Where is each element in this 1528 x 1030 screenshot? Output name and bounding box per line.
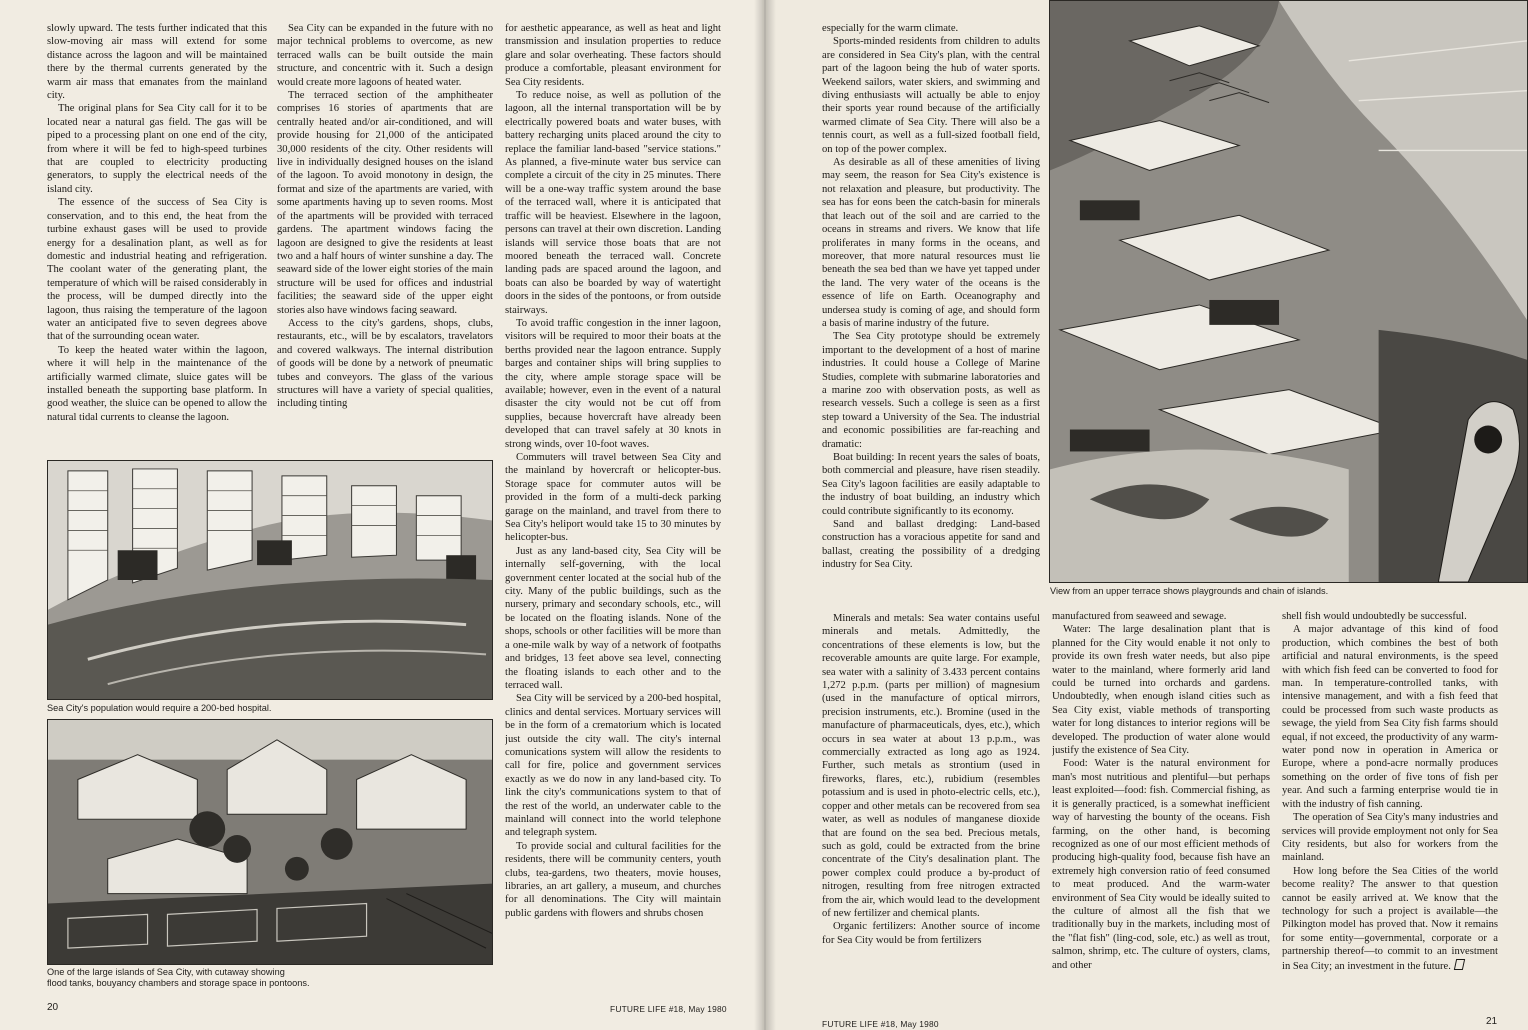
- paragraph: Commuters will travel between Sea City and the mainland by hovercraft or helicopter-bus. Storage space for commuter autos will be provided in the form of a multi-deck parking garage on the mainland, and travel from there to Sea City's heliport would take 15 to 30 minutes by helicopter-bus.: [505, 452, 721, 544]
- caption-hospital: Sea City's population would require a 200-bed hospital.: [47, 703, 272, 713]
- caption-line: One of the large islands of Sea City, with cutaway showing: [47, 967, 285, 977]
- paragraph: A major advantage of this kind of food production, which combines the best of both artificial and natural environments, is the speed with which fish feed can be converted to food for man. In temperature-controlled tanks, with intensive management, and with a fish feed that could be processed from such waste products as sewage, the yield from Sea City fish farms should equal, if not exceed, the productivity of any warm-water pond now in operation in America or Europe, where a pond-acre normally produces something on the order of five tons of fish per year. And such a farming enterprise would tie in with the industry of fish canning.: [1282, 624, 1498, 810]
- paragraph: The Sea City prototype should be extremely important to the development of a host of marine industries. It could house a College of Marine Studies, complete with submarine laboratories and a marine zoo with observation posts, as well as research vessels. Such a college is seen as a first step toward a University of the Sea. The industrial and economic possibilities are far-reaching and dramatic:: [822, 331, 1040, 450]
- paragraph: The operation of Sea City's many industries and services will provide employment not only for Sea City residents, but also for workers from the mainland.: [1282, 812, 1498, 864]
- right-column-2: [1052, 610, 1270, 1005]
- paragraph: The original plans for Sea City call for it to be located near a natural gas field. The gas will be piped to a processing plant on one end of the city, from where it will be fed to high-speed turbines that are coupled to electricity producting generators, to supply the electrical needs of the island city.: [47, 103, 267, 195]
- paragraph: Access to the city's gardens, shops, clubs, restaurants, etc., will be by escalators, travelators and covered walkways. The internal distribution of goods will be done by a network of pneumatic tubes and conveyors. The glass of the various structures will have a variety of special qualities, including tinting: [277, 317, 493, 410]
- paragraph: Food: Water is the natural environment for man's most nutritious and plentiful—but perhaps least exploited—food: fish. Commercial fishing, as it is generally practiced, is a somewhat inefficient way of harvesting the bounty of the oceans. Fish farming, on the other hand, is becoming recognized as one of our most efficient methods of producing high-quality food, because fish have an extremely high conversion ratio of feed consumed to meat produced. And the warm-water environment of Sea City would be ideally suited to the culture of almost all the fish that we traditionally buy in the markets, including most of the "flat fish" (ling-cod, sole, etc.) as well as trout, salmon, shrimp, etc. The culture of oysters, clams, and other: [1052, 758, 1270, 971]
- paragraph: Minerals and metals: Sea water contains useful minerals and metals. Admittedly, the concentrations of these elements is low, but the recoverable amounts are quite large. For example, sea water with a salinity of 3.433 percent contains 1,272 p.p.m. (parts per million) of magnesium (used in the manufacture of optical mirrors, precision instruments, etc.). Bromine (used in the manufacture of pharmaceuticals, dyes, etc.), which occurs in sea water at about 13 p.p.m., was commercially extracted as long ago as 1924. Further, such metals as strontium (used in fireworks, flares, etc.), rubidium (resembles potassium and is used in photo-electric cells, etc.), copper and other metals can be recovered from sea water, as well as nodules of manganese dioxide that are found on the sea bed. Precious metals, such as gold, could be extracted from the brine concentrate of the City's desalination plant. The power complex could produce a by-product of nitrogen, resulting from free nitrogen extracted from the air, which would lead to the development of new fertilizer and chemical plants.: [822, 613, 1040, 919]
- island-cutaway-illustration: [47, 719, 493, 965]
- paragraph: The terraced section of the amphitheater comprises 16 stories of apartments that are centrally heated and/or air-conditioned, and will provide housing for 21,000 of the anticipated 30,000 residents of the city. Other residents will live in individually designed houses on the island of the lagoon. To avoid monotony in design, the format and size of the apartments are varied, with some apartments having up to seven rooms. Most of the apartments will be provided with terraced gardens. The apartment windows facing the lagoon are designed to give the residents at least two and a half hours of winter sunshine a day. The seaward side of the lower eight stories of the main structure will be used for offices and industrial facilities; the seaward side of the upper eight stories also have windows facing seaward.: [277, 90, 493, 316]
- paragraph-text: How long before the Sea Cities of the world become reality? The answer to that question cannot be easily arrived at. We know that the technology for such a project is available—the Pilkington model has proved that. Now it remains for some entity—governmental, corporate or a partnership thereof—to commit to an investment in Sea City; an investment in the future.: [1282, 865, 1498, 972]
- paragraph: for aesthetic appearance, as well as heat and light transmission and insulation properties to reduce glare and solar overheating. These factors should produce a comfortable, pleasant environment for Sea City residents.: [505, 23, 721, 88]
- paragraph: manufactured from seaweed and sewage.: [1052, 611, 1227, 622]
- left-column-1: [47, 22, 267, 452]
- right-column-1-lower: [822, 612, 1040, 1007]
- paragraph: Boat building: In recent years the sales of boats, both commercial and pleasure, have risen steadily. Sea City's lagoon facilities are easily adaptable to the industry of boat building, an industry which could contribute significantly to its economy.: [822, 452, 1040, 517]
- paragraph: [822, 451, 1040, 518]
- right-column-3: [1282, 610, 1498, 1005]
- right-column-1-upper: [822, 22, 1040, 610]
- page-number: 20: [47, 1002, 59, 1013]
- paragraph: To reduce noise, as well as pollution of the lagoon, all the internal transportation will be by electrically powered boats and water buses, with battery recharging units placed around the city to replace the familiar land-based "service stations." As planned, a five-minute water bus service can complete a circuit of the city in 25 minutes. There will be a one-way traffic system around the base of the terraced wall, where it is anticipated that traffic will be heaviest. Elsewhere in the lagoon, persons can travel at their own discretion. Landing islands will service those boats that are not moored beneath the terraced wall. Concrete landing pads are spaced around the lagoon, and boats can also be boarded by way of watertight doors in the sides of the pontoons, or from outside stairways.: [505, 90, 721, 316]
- paragraph: Sea City can be expanded in the future with no major technical problems to overcome, as new terraced walls can be built outside the main structure, and concentric with it. Such a design would create more lagoons of heated water.: [277, 23, 493, 88]
- caption-upper-terrace: View from an upper terrace shows playgrounds and chain of islands.: [1050, 586, 1329, 596]
- paragraph: Just as any land-based city, Sea City will be internally self-governing, with the local government center located at the social hub of the city. Many of the public buildings, such as the nursery, primary and secondary schools, etc., will be located on the floating islands. None of the shops, schools or other facilities will be more than a one-mile walk by way of a network of footpaths and bridges, 13 feet above sea level, connecting the floating islands to each other and to the terraced wall.: [505, 545, 721, 691]
- spread-gutter: [754, 0, 776, 1030]
- paragraph: To keep the heated water within the lagoon, where it will help in the maintenance of the artificially warmed climate, sluice gates will be installed beneath the supporting base platform. In good weather, the sluice can be opened to allow the natural tidal currents to cleanse the lagoon.: [47, 344, 267, 423]
- paragraph: Water: The large desalination plant that is planned for the City would enable it not only to provide its own fresh water needs, but also pipe water to the mainland, where formerly arid land could be turned into orchards and gardens. Undoubtedly, when enough island cities such as Sea City exist, viable methods of transporting water for long distances to interior regions will be developed. The production of water alone would justify the existence of Sea City.: [1052, 624, 1270, 757]
- paragraph: Sea City will be serviced by a 200-bed hospital, clinics and dental services. Mortuary services will be in the form of a crematorium which is located just outside the city wall. The city's internal comunications system will allow the residents to call for fire, police and government services exactly as we do now in any land-based city. To link the city's communications system to that of the rest of the world, an underwater cable to the mainland will connect into the world telephone and telegraph system.: [505, 693, 721, 839]
- page-number: 21: [1486, 1016, 1498, 1027]
- left-page: [0, 0, 762, 1030]
- left-column-3: [505, 22, 721, 984]
- page-footer: FUTURE LIFE #18, May 1980: [822, 1019, 939, 1029]
- paragraph: Sports-minded residents from children to adults are considered in Sea City's plan, with the central part of the lagoon being the hub of water sports. Weekend sailors, water skiers, and swimming and diving enthusiasts will actually be able to enjoy their sports year round because of the artificially warmed climate of Sea City. There will also be a tennis court, as well as a full-sized football field, on top of the power complex.: [822, 36, 1040, 155]
- paragraph: Sand and ballast dredging: Land-based construction has a voracious appetite for sand and ballast, creating the possibility of a dredging industry for Sea City.: [822, 519, 1040, 571]
- paragraph: To avoid traffic congestion in the inner lagoon, visitors will be required to moor their boats at the berths provided near the lagoon entrance. Supply barges and container ships will bring supplies to the city, where ample storage space will be available; however, even in the event of a natural disaster the city would not be cut off from supplies, because hovercraft have already been developed that can travel safely at 30 knots in strong winds, over 10-foot waves.: [505, 317, 721, 450]
- end-of-article-icon: [1454, 959, 1465, 970]
- page-footer: FUTURE LIFE #18, May 1980: [610, 1004, 727, 1014]
- paragraph: slowly upward. The tests further indicated that this slow-moving air mass will extend for some distance across the lagoon and will be maintained there by the thermal currents generated by the warm air mass that emanates from the mainland city.: [47, 23, 267, 102]
- paragraph: [1282, 865, 1498, 973]
- terraced-wall-illustration: [47, 460, 493, 700]
- caption-line: flood tanks, bouyancy chambers and storage space in pontoons.: [47, 978, 310, 988]
- paragraph: As desirable as all of these amenities of living may seem, the reason for Sea City's existence is not relaxation and pleasure, but productivity. The sea has for eons been the catch-basin for minerals that leach out of the soil and are carried to the oceans in streams and rivers. We know that life proliferates in many forms in the oceans, and moreover, that more natural resources must lie beneath the sea bed than we have yet tapped under the land. The very water of the oceans is the essence of life on Earth. Oceanography and undersea study is coming of age, and should form a basis of marine industry of the future.: [822, 157, 1040, 329]
- paragraph: To provide social and cultural facilities for the residents, there will be community centers, youth clubs, tea-gardens, two theaters, movie houses, libraries, an art gallery, a museum, and churches for all denominations. The City will maintain public gardens with flowers and shrubs chosen: [505, 840, 721, 919]
- paragraph: Organic fertilizers: Another source of income for Sea City would be from fertilizers: [822, 921, 1040, 946]
- paragraph: especially for the warm climate.: [822, 23, 959, 34]
- paragraph: The essence of the success of Sea City is conservation, and to this end, the heat from the turbine exhaust gases will be used to provide energy for a desalination plant, as well as for domestic and industrial heating and refrigeration. The coolant water of the generating plant, the temperature of which will be raised considerably in the process, will be dumped directly into the lagoon, thus raising the temperature of the lagoon water an anticipated five to seven degrees above that of the surrounding ocean water.: [47, 197, 267, 343]
- left-column-2: [277, 22, 493, 452]
- upper-terrace-illustration: [1049, 0, 1528, 583]
- caption-island-cutaway: [47, 967, 493, 989]
- right-page: [762, 0, 1528, 1030]
- paragraph: shell fish would undoubtedly be successful.: [1282, 611, 1467, 622]
